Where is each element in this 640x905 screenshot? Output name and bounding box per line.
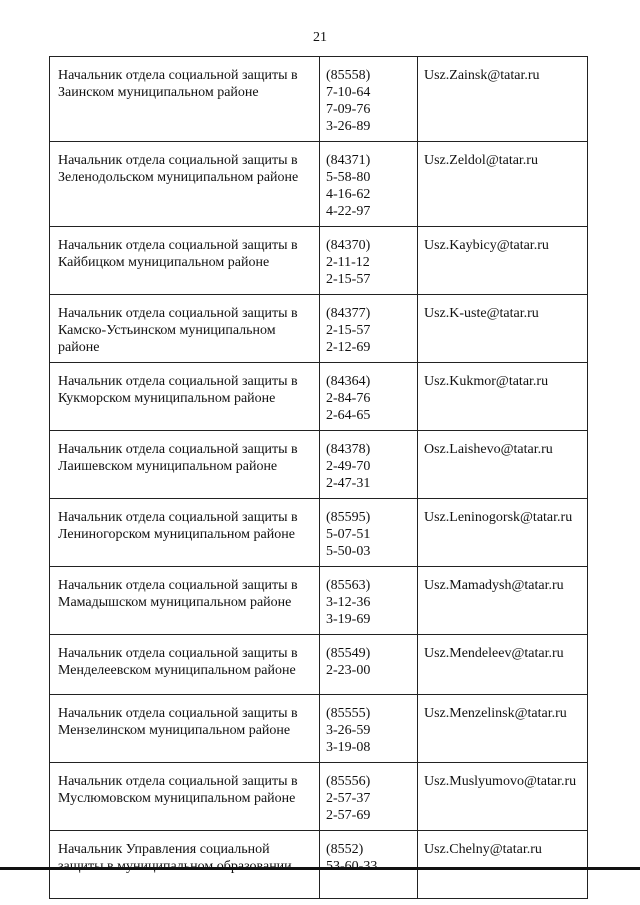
- phone-number: (84377): [326, 306, 371, 321]
- phone-cell: [320, 295, 418, 363]
- email-cell: Usz.Kaybicy@tatar.ru: [418, 227, 588, 295]
- phone-number: 4-16-62: [326, 187, 371, 202]
- phone-number: 2-12-69: [326, 340, 371, 355]
- phone-number: 3-19-69: [326, 612, 371, 627]
- phone-cell: [320, 763, 418, 831]
- phone-number: (85556): [326, 774, 371, 789]
- phone-number: 2-11-12: [326, 255, 370, 270]
- phone-number: 3-12-36: [326, 595, 371, 610]
- position-cell: Начальник отдела социальной защиты в Мамадышском муниципальном районе: [50, 567, 320, 635]
- email-cell: Usz.Kukmor@tatar.ru: [418, 363, 588, 431]
- contacts-table-body: [50, 57, 588, 899]
- phone-number: 2-15-57: [326, 323, 371, 338]
- phone-number: 3-26-89: [326, 119, 371, 134]
- email-cell: Usz.Leninogorsk@tatar.ru: [418, 499, 588, 567]
- table-row: [50, 695, 588, 763]
- position-cell: Начальник отдела социальной защиты в Камско-Устьинском муниципальном районе: [50, 295, 320, 363]
- phone-number: (8552): [326, 842, 364, 857]
- page-number: 21: [313, 30, 327, 45]
- table-row: [50, 763, 588, 831]
- phone-number: 7-10-64: [326, 85, 371, 100]
- phone-number: 2-49-70: [326, 459, 371, 474]
- phone-number: (84370): [326, 238, 371, 253]
- table-row: [50, 831, 588, 899]
- table-row: [50, 295, 588, 363]
- email-cell: Usz.Zainsk@tatar.ru: [418, 57, 588, 142]
- position-cell: Начальник отдела социальной защиты в Мензелинском муниципальном районе: [50, 695, 320, 763]
- phone-number: (84364): [326, 374, 371, 389]
- table-row: [50, 499, 588, 567]
- email-cell: Usz.Zeldol@tatar.ru: [418, 142, 588, 227]
- table-row: [50, 227, 588, 295]
- email-cell: Usz.Mendeleev@tatar.ru: [418, 635, 588, 695]
- phone-number: 2-64-65: [326, 408, 371, 423]
- position-cell: Начальник отдела социальной защиты в Лаишевском муниципальном районе: [50, 431, 320, 499]
- phone-cell: [320, 695, 418, 763]
- phone-cell: [320, 363, 418, 431]
- position-cell: Начальник отдела социальной защиты в Муслюмовском муниципальном районе: [50, 763, 320, 831]
- phone-number: 7-09-76: [326, 102, 371, 117]
- email-cell: Usz.K-uste@tatar.ru: [418, 295, 588, 363]
- position-cell: Начальник отдела социальной защиты в Зеленодольском муниципальном районе: [50, 142, 320, 227]
- table-row: [50, 431, 588, 499]
- phone-number: (85549): [326, 646, 371, 661]
- phone-number: 2-47-31: [326, 476, 371, 491]
- position-cell: Начальник отдела социальной защиты в Кукморском муниципальном районе: [50, 363, 320, 431]
- phone-number: (85555): [326, 706, 371, 721]
- phone-number: 5-07-51: [326, 527, 371, 542]
- phone-cell: [320, 227, 418, 295]
- phone-number: 2-23-00: [326, 663, 371, 678]
- email-cell: Usz.Chelny@tatar.ru: [418, 831, 588, 899]
- phone-number: 2-84-76: [326, 391, 371, 406]
- phone-number: 4-22-97: [326, 204, 371, 219]
- position-cell: Начальник отдела социальной защиты в Лениногорском муниципальном районе: [50, 499, 320, 567]
- phone-number: (85563): [326, 578, 371, 593]
- phone-number: (84378): [326, 442, 371, 457]
- table-row: [50, 142, 588, 227]
- table-row: [50, 567, 588, 635]
- phone-number: 2-57-37: [326, 791, 371, 806]
- bottom-rule: [0, 867, 640, 870]
- phone-number: (85595): [326, 510, 371, 525]
- phone-cell: [320, 635, 418, 695]
- phone-cell: [320, 567, 418, 635]
- phone-number: (84371): [326, 153, 371, 168]
- position-cell: Начальник отдела социальной защиты в Заинском муниципальном районе: [50, 57, 320, 142]
- position-cell: Начальник отдела социальной защиты в Кайбицком муниципальном районе: [50, 227, 320, 295]
- position-cell: Начальник Управления социальной: [50, 831, 320, 899]
- contacts-table: [49, 56, 588, 899]
- phone-number: 2-57-69: [326, 808, 371, 823]
- phone-cell: [320, 142, 418, 227]
- email-cell: Osz.Laishevo@tatar.ru: [418, 431, 588, 499]
- email-cell: Usz.Muslyumovo@tatar.ru: [418, 763, 588, 831]
- phone-number: 2-15-57: [326, 272, 371, 287]
- phone-number: 5-50-03: [326, 544, 371, 559]
- phone-cell: [320, 431, 418, 499]
- phone-number: (85558): [326, 68, 371, 83]
- phone-cell: [320, 57, 418, 142]
- phone-cell: [320, 831, 418, 899]
- phone-number: 5-58-80: [326, 170, 371, 185]
- position-cell: Начальник отдела социальной защиты в Менделеевском муниципальном районе: [50, 635, 320, 695]
- table-row: [50, 363, 588, 431]
- phone-cell: [320, 499, 418, 567]
- phone-number: 3-26-59: [326, 723, 371, 738]
- email-cell: Usz.Mamadysh@tatar.ru: [418, 567, 588, 635]
- table-row: [50, 635, 588, 695]
- table-row: [50, 57, 588, 142]
- phone-number: 3-19-08: [326, 740, 371, 755]
- email-cell: Usz.Menzelinsk@tatar.ru: [418, 695, 588, 763]
